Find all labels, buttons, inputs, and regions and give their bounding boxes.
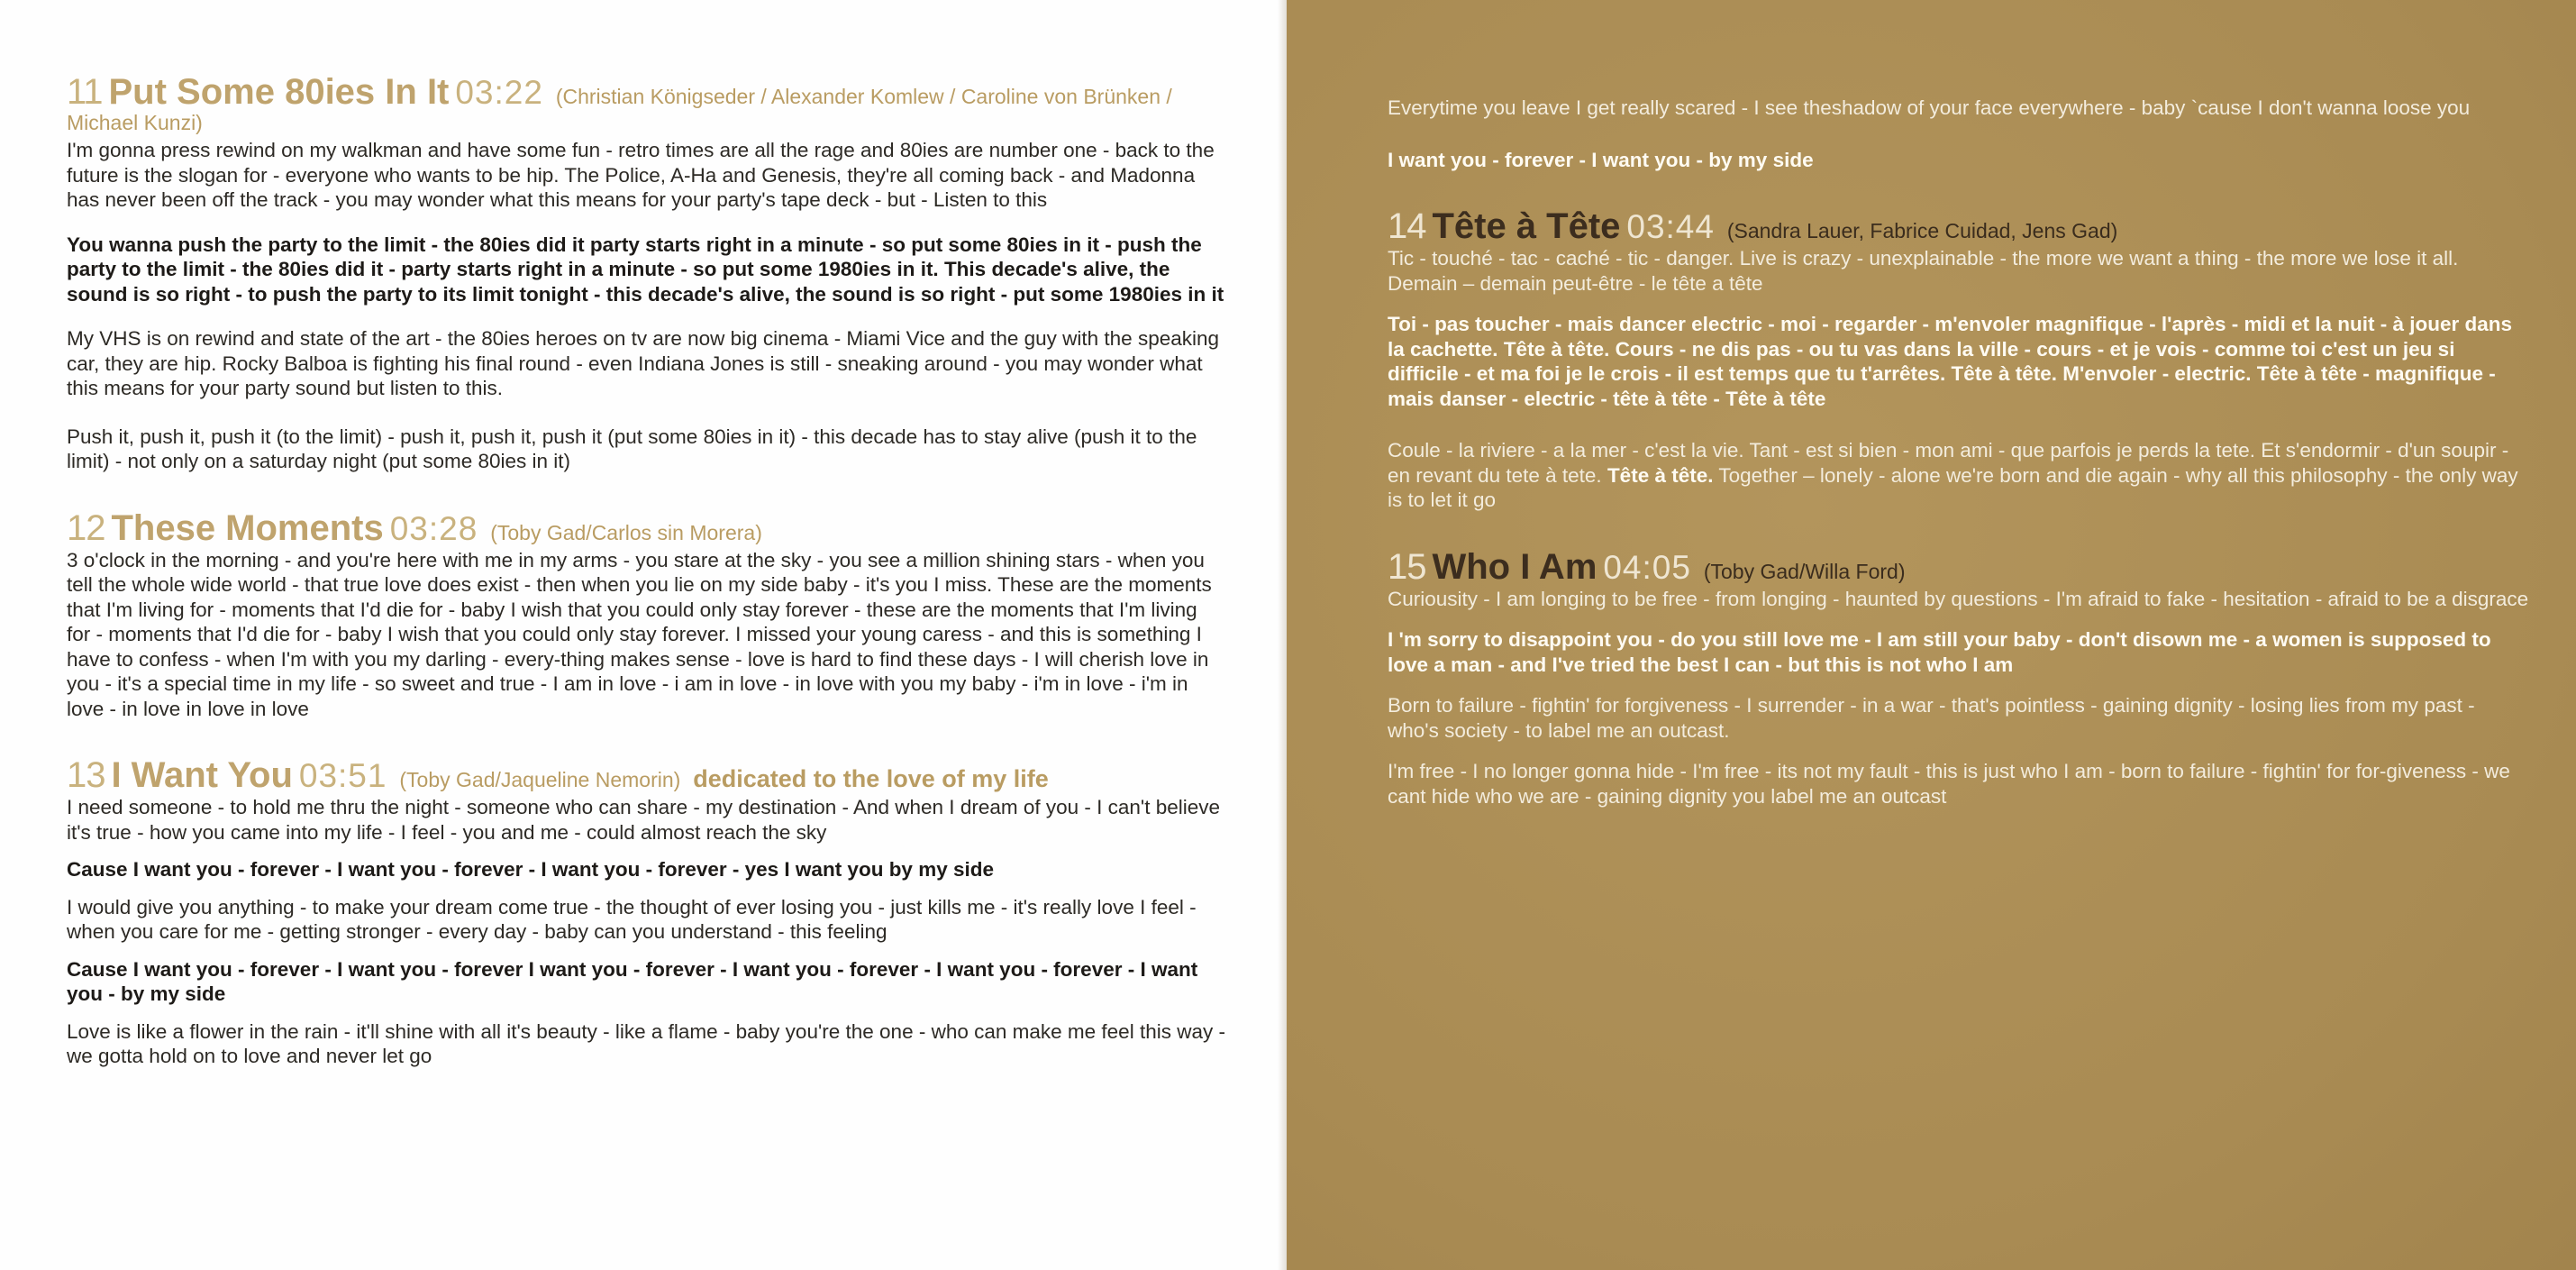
lyrics-chorus: Cause I want you - forever - I want you - forever - I want you - forever - yes I want you by my side bbox=[67, 858, 994, 881]
lyrics-paragraph: Everytime you leave I get really scared - I see theshadow of your face everywhere - baby `cause I don't wanna loose you bbox=[1388, 96, 2471, 119]
track-dedication: dedicated to the love of my life bbox=[693, 765, 1049, 792]
track-14 bbox=[1388, 206, 2529, 513]
track-credits: (Christian Königseder / Alexander Komlew / Caroline von Brünken / Michael Kunzi) bbox=[67, 85, 1172, 134]
lyrics-text: Together – lonely - alone we're born and die again - why all this philosophy - the only way is to let it go bbox=[1388, 463, 2518, 511]
lyrics-paragraph: Love is like a flower in the rain - it'll shine with all it's beauty - like a flame - baby you're the one - who can make me feel this way - we gotta hold on to love and never let go bbox=[67, 1019, 1225, 1067]
track-duration: 03:28 bbox=[389, 509, 478, 547]
lyrics-paragraph: I'm free - I no longer gonna hide - I'm free - its not my fault - this is just who I am - born to failure - fightin' for for-giveness - we cant hide who we are - gaining dignity you label me an outcast bbox=[1388, 760, 2510, 808]
lyrics-paragraph: I would give you anything - to make your dream come true - the thought of ever losing you - just kills me - it's really love I feel - when you care for me - getting stronger - every day - baby can you understand - this feeling bbox=[67, 895, 1197, 943]
lyrics-paragraph: 3 o'clock in the morning - and you're here with me in my arms - you stare at the sky - you see a million shining stars - when you tell the whole wide world - that true love does exist - then when you lie on my side baby - it's you I miss. These are the moments that I'm living for - moments that I'd die for - baby I wish that you could only stay forever - these are the moments that I'm living for - moments that I'd die for - baby I wish that you could only stay forever. I missed your young caress - and this is something I have to confess - when I'm with you my darling - every-thing makes sense - love is hard to find these days - I will cherish love in you - it's a special time in my life - so sweet and true - I am in love - i am in love - in love with you my baby - i'm in love - i'm in love - in love in love in love bbox=[67, 548, 1212, 720]
track-title: I Want You bbox=[111, 755, 293, 795]
lyrics-paragraph bbox=[1388, 438, 2529, 513]
lyrics-chorus: Toi - pas toucher - mais dancer electric - moi - regarder - m'envoler magnifique - l'après - midi et la nuit - à jouer dans la cachette. Tête à tête. Cours - ne dis pas - ou tu vas dans la ville - cours - et je vois - comme toi c'est un jeu si difficile - et ma foi je le crois - il est temps que tu t'arrêtes. Tête à tête. M'envoler - electric. Tête à tête - magnifique - mais danser - electric - tête à tête - Tête à tête bbox=[1388, 313, 2513, 410]
track-credits: (Toby Gad/Jaqueline Nemorin) bbox=[399, 768, 681, 791]
track-credits: (Toby Gad/Willa Ford) bbox=[1703, 559, 1906, 583]
left-page bbox=[0, 0, 1287, 1270]
lyrics-paragraph: Tic - touché - tac - caché - tic - danger. Live is crazy - unexplainable - the more we want a thing - the more we lose it all. Demain – demain peut-être - le tête a tête bbox=[1388, 247, 2459, 295]
track-title: Tête à Tête bbox=[1432, 206, 1621, 246]
lyrics-paragraph: My VHS is on rewind and state of the art - the 80ies heroes on tv are now big cinema - Miami Vice and the guy with the speaking car, they are hip. Rocky Balboa is fighting his final round - even Indiana Jones is still - sneaking around - you may wonder what this means for your party sound but listen to this. bbox=[67, 327, 1220, 399]
track-12 bbox=[67, 507, 1225, 722]
track-header bbox=[1388, 206, 2529, 246]
track-number: 12 bbox=[67, 507, 105, 548]
lyrics-chorus: Cause I want you - forever - I want you - forever I want you - forever - I want you - forever - I want you - forever - I want you - by my side bbox=[67, 957, 1198, 1005]
track-title: Put Some 80ies In It bbox=[108, 72, 450, 112]
lyrics-chorus: You wanna push the party to the limit - the 80ies did it party starts right in a minute - so put some 80ies in it - push the party to the limit - the 80ies did it - party starts right in a minute - so put some 1980ies in it. This decade's alive, the sound is so right - to push the party to its limit tonight - this decade's alive, the sound is so right - put some 1980ies in it bbox=[67, 233, 1224, 306]
track-number: 14 bbox=[1388, 206, 1426, 246]
lyrics-bold-phrase: Tête à tête. bbox=[1607, 463, 1714, 487]
track-duration: 03:44 bbox=[1626, 208, 1715, 245]
lyrics-paragraph: Born to failure - fightin' for forgiveness - I surrender - in a war - that's pointless - gaining dignity - losing lies from my past - who's society - to label me an outcast. bbox=[1388, 694, 2475, 742]
track-duration: 03:51 bbox=[298, 757, 387, 794]
track-header bbox=[67, 507, 1225, 548]
track-11 bbox=[67, 72, 1225, 474]
track-13 bbox=[67, 755, 1225, 1069]
right-page bbox=[1287, 0, 2576, 1270]
track-number: 15 bbox=[1388, 546, 1426, 587]
lyrics-chorus: I 'm sorry to disappoint you - do you still love me - I am still your baby - don't disown me - a women is supposed to love a man - and I've tried the best I can - but this is not who I am bbox=[1388, 628, 2491, 676]
lyrics-paragraph: Curiousity - I am longing to be free - from longing - haunted by questions - I'm afraid to fake - hesitation - afraid to be a disgrace bbox=[1388, 587, 2529, 610]
track-title: These Moments bbox=[111, 507, 384, 548]
track-duration: 04:05 bbox=[1603, 548, 1691, 586]
lyrics-chorus: I want you - forever - I want you - by my side bbox=[1388, 148, 1814, 171]
track-15 bbox=[1388, 546, 2529, 809]
track-title: Who I Am bbox=[1432, 546, 1597, 587]
track-number: 11 bbox=[67, 72, 103, 112]
track-number: 13 bbox=[67, 755, 105, 795]
track-header bbox=[67, 755, 1225, 795]
track-header bbox=[67, 72, 1225, 136]
track-duration: 03:22 bbox=[455, 74, 543, 111]
track-credits: (Toby Gad/Carlos sin Morera) bbox=[490, 520, 762, 544]
lyrics-paragraph: I'm gonna press rewind on my walkman and have some fun - retro times are all the rage and 80ies are number one - back to the future is the slogan for - everyone who wants to be hip. The Police, A-Ha and Genesis, they're all coming back - and Madonna has never been off the track - you may wonder what this means for your party's tape deck - but - Listen to this bbox=[67, 139, 1215, 211]
lyrics-paragraph: I need someone - to hold me thru the night - someone who can share - my destination - And when I dream of you - I can't believe it's true - how you came into my life - I feel - you and me - could almost reach the sky bbox=[67, 796, 1221, 844]
track-credits: (Sandra Lauer, Fabrice Cuidad, Jens Gad) bbox=[1726, 219, 2118, 242]
lyrics-paragraph: Push it, push it, push it (to the limit) - push it, push it, push it (put some 80ies in it) - this decade has to stay alive (push it to the limit) - not only on a saturday night (put some 80ies in it) bbox=[67, 425, 1197, 472]
lyrics-text: Coule - la riviere - a la mer - c'est la vie. Tant - est si bien - mon ami - que parfois je perds la tete. Et s'endormir - d'un soupir - en revant du tete à tete. bbox=[1388, 439, 2509, 487]
track-header bbox=[1388, 546, 2529, 587]
